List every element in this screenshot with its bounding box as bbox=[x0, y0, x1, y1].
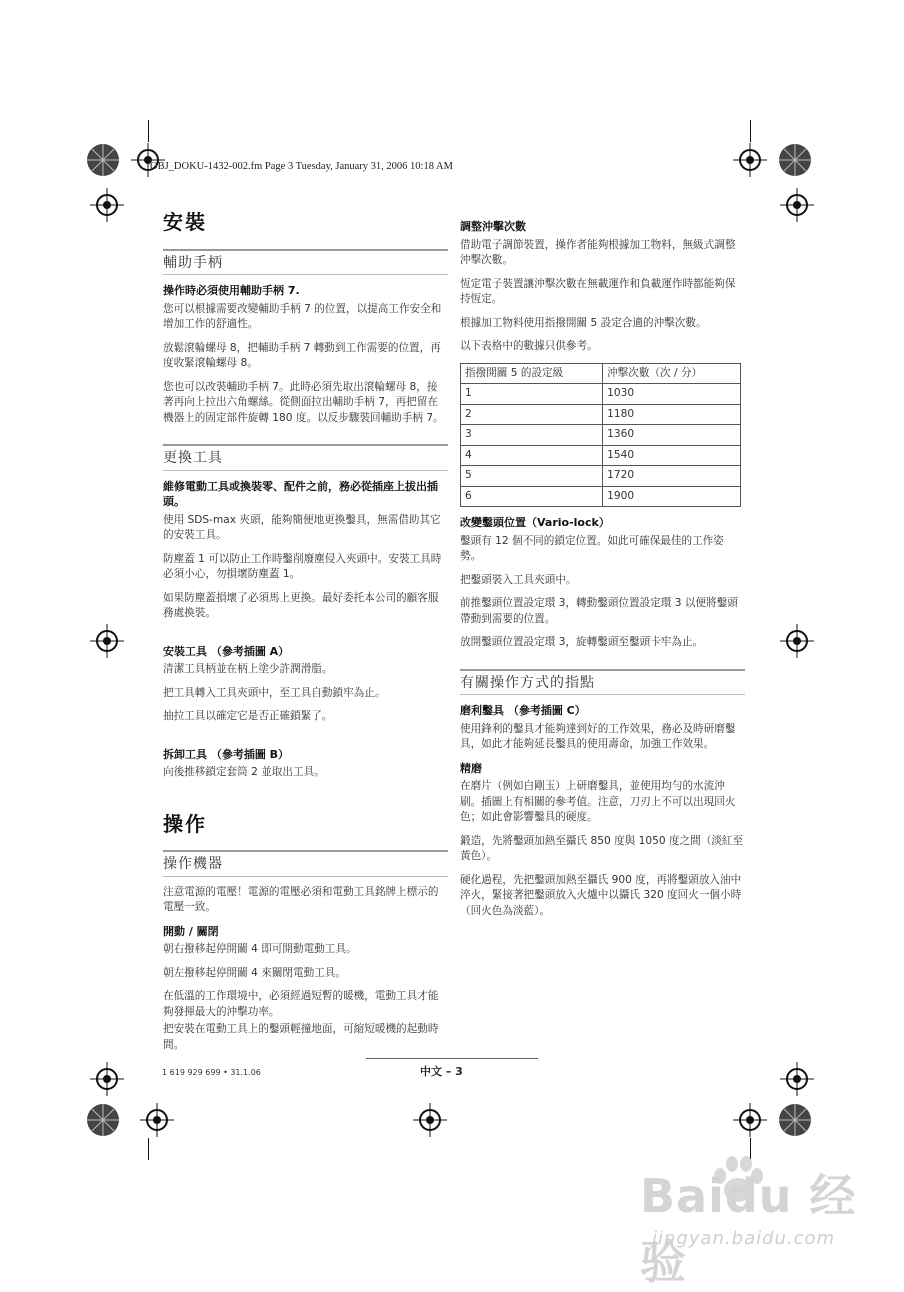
table-cell: 1900 bbox=[603, 486, 741, 507]
paragraph: 使用鋒利的鑿具才能夠達到好的工作效果，務必及時研磨鑿具，如此才能夠延長鑿具的使用壽命，加強工作效果。 bbox=[460, 722, 736, 750]
paragraph: 把工具轉入工具夾頭中，至工具自動鎖牢為止。 bbox=[163, 686, 386, 699]
table-cell: 1 bbox=[461, 384, 603, 405]
page-number: 中文 – 3 bbox=[420, 1065, 463, 1078]
paragraph: 把安裝在電動工具上的鑿頭輕撞地面，可縮短暖機的起動時間。 bbox=[163, 1023, 439, 1051]
aux-handle-heading: 輔助手柄 bbox=[163, 249, 448, 276]
table-row bbox=[461, 466, 741, 487]
paragraph: 朝左撥移起停開關 4 來關閉電動工具。 bbox=[163, 966, 346, 979]
table-header-row bbox=[461, 363, 741, 384]
crosshair-icon bbox=[413, 1103, 447, 1137]
table-cell: 3 bbox=[461, 425, 603, 446]
change-tool-heading: 更換工具 bbox=[163, 444, 448, 471]
table-cell: 4 bbox=[461, 445, 603, 466]
paragraph: 朝右撥移起停開關 4 即可開動電動工具。 bbox=[163, 943, 357, 955]
paragraph: 在磨片（例如白剛玉）上研磨鑿具，並使用均勻的水流沖刷。插圖上有相關的參考值。注意，刀刃上不可以出現回火色；如此會影響鑿具的硬度。 bbox=[460, 780, 736, 823]
crosshair-icon bbox=[90, 1062, 124, 1096]
crosshair-icon bbox=[140, 1103, 174, 1137]
vario-heading: 改變鑿頭位置（Vario-lock） bbox=[460, 516, 610, 529]
tips-heading: 有關操作方式的指點 bbox=[460, 669, 745, 696]
crop-mark bbox=[148, 1138, 149, 1160]
sharpen-heading: 磨利鑿具 （參考插圖 C） bbox=[460, 704, 586, 717]
table-header: 指撥開關 5 的設定級 bbox=[461, 363, 603, 384]
aux-handle-warning: 操作時必須使用輔助手柄 7. bbox=[163, 284, 300, 297]
paragraph: 抽拉工具以確定它是否正確鎖緊了。 bbox=[163, 710, 333, 722]
paragraph: 放開鑿頭位置設定環 3，旋轉鑿頭至鑿頭卡牢為止。 bbox=[460, 636, 704, 648]
paragraph: 鑿頭有 12 個不同的鎖定位置。如此可確保最佳的工作姿勢。 bbox=[460, 534, 724, 562]
table-cell: 1030 bbox=[603, 384, 741, 405]
paragraph: 以下表格中的數據只供參考。 bbox=[460, 340, 598, 352]
table-row bbox=[461, 445, 741, 466]
paragraph: 恆定電子裝置讓沖擊次數在無載運作和負載運作時都能夠保持恆定。 bbox=[460, 277, 736, 305]
table-row bbox=[461, 425, 741, 446]
paragraph: 放鬆滾輪螺母 8，把輔助手柄 7 轉動到工作需要的位置，再度收緊滾輪螺母 8。 bbox=[163, 341, 441, 369]
table-cell: 5 bbox=[461, 466, 603, 487]
onoff-heading: 開動 / 關閉 bbox=[163, 924, 219, 938]
table-cell: 1180 bbox=[603, 404, 741, 425]
start-heading: 操作機器 bbox=[163, 850, 448, 877]
star-target-icon bbox=[778, 143, 812, 177]
star-target-icon bbox=[86, 143, 120, 177]
table-cell: 2 bbox=[461, 404, 603, 425]
table-cell: 1360 bbox=[603, 425, 741, 446]
table-row bbox=[461, 486, 741, 507]
crosshair-icon bbox=[733, 1103, 767, 1137]
change-tool-warning: 維修電動工具或換裝零、配件之前，務必從插座上拔出插頭。 bbox=[163, 479, 438, 508]
regrind-heading: 精磨 bbox=[460, 761, 482, 775]
voltage-warning: 注意電源的電壓！電源的電壓必須和電動工具銘牌上標示的電壓一致。 bbox=[163, 885, 439, 913]
mount-heading: 安裝工具 （參考插圖 A） bbox=[163, 644, 290, 658]
right-column bbox=[460, 215, 745, 927]
install-title: 安裝 bbox=[163, 210, 207, 234]
operation-title: 操作 bbox=[163, 811, 207, 836]
file-header: OBJ_DOKU-1432-002.fm Page 3 Tuesday, January 31, 2006 10:18 AM bbox=[150, 161, 453, 172]
table-cell: 6 bbox=[461, 486, 603, 507]
paragraph: 在低溫的工作環境中，必須經過短暫的暖機，電動工具才能夠發揮最大的沖擊功率。 bbox=[163, 990, 439, 1018]
paragraph: 防塵蓋 1 可以防止工作時鑿削廢塵侵入夾頭中。安裝工具時必須小心，勿損壞防塵蓋 1。 bbox=[163, 552, 442, 580]
crosshair-icon bbox=[780, 624, 814, 658]
remove-heading: 拆卸工具 （參考插圖 B） bbox=[163, 747, 290, 761]
table-header: 沖擊次數（次 / 分） bbox=[603, 363, 741, 384]
crosshair-icon bbox=[780, 1062, 814, 1096]
paragraph: 您可以根據需要改變輔助手柄 7 的位置，以提高工作安全和增加工作的舒適性。 bbox=[163, 302, 442, 330]
crosshair-icon bbox=[780, 188, 814, 222]
paragraph: 清潔工具柄並在柄上塗少許潤滑脂。 bbox=[163, 663, 333, 675]
crosshair-icon bbox=[90, 188, 124, 222]
impact-rate-table bbox=[460, 363, 741, 508]
crosshair-icon bbox=[90, 624, 124, 658]
paragraph: 使用 SDS-max 夾頭，能夠簡便地更換鑿具，無需借助其它的安裝工具。 bbox=[163, 513, 441, 541]
star-target-icon bbox=[86, 1103, 120, 1137]
paragraph: 您也可以改裝輔助手柄 7。此時必須先取出滾輪螺母 8，接著再向上拉出六角螺絲。從側面拉出輔助手柄 7，再把留在機器上的固定部件旋轉 180 度。以反步驟裝回輔助手柄 7。 bbox=[163, 380, 444, 424]
paragraph: 前推鑿頭位置設定環 3，轉動鑿頭位置設定環 3 以便將鑿頭帶動到需要的位置。 bbox=[460, 597, 738, 625]
paragraph: 硬化過程，先把鑿頭加熱至攝氏 900 度，再將鑿頭放入油中淬火，緊接著把鑿頭放入火爐中以攝氏 320 度回火一個小時（回火色為淡藍）。 bbox=[460, 873, 742, 917]
footer-code: 1 619 929 699 • 31.1.06 bbox=[162, 1068, 261, 1077]
table-cell: 1720 bbox=[603, 466, 741, 487]
paragraph: 借助電子調節裝置，操作者能夠根據加工物料，無級式調整沖擊次數。 bbox=[460, 238, 736, 266]
paragraph: 鍛造，先將鑿頭加熱至攝氏 850 度與 1050 度之間（淡紅至黃色）。 bbox=[460, 834, 744, 862]
crop-mark bbox=[148, 120, 149, 142]
paragraph: 向後推移鎖定套筒 2 並取出工具。 bbox=[163, 766, 325, 778]
paragraph: 根據加工物料使用指撥開關 5 設定合適的沖擊次數。 bbox=[460, 316, 707, 329]
watermark bbox=[640, 1150, 870, 1289]
paragraph: 把鑿頭裝入工具夾頭中。 bbox=[460, 573, 577, 586]
crop-mark bbox=[750, 120, 751, 142]
paragraph: 如果防塵蓋損壞了必須馬上更換。最好委托本公司的顧客服務處換裝。 bbox=[163, 591, 439, 619]
left-column bbox=[163, 210, 448, 1061]
star-target-icon bbox=[778, 1103, 812, 1137]
watermark-url: jingyan.baidu.com bbox=[652, 1228, 836, 1249]
watermark-brand: Baidu 经验 bbox=[640, 1169, 857, 1289]
impact-heading: 調整沖擊次數 bbox=[460, 220, 526, 233]
table-row bbox=[461, 384, 741, 405]
table-cell: 1540 bbox=[603, 445, 741, 466]
table-row bbox=[461, 404, 741, 425]
footer-rule bbox=[366, 1058, 538, 1059]
crosshair-icon bbox=[733, 143, 767, 177]
